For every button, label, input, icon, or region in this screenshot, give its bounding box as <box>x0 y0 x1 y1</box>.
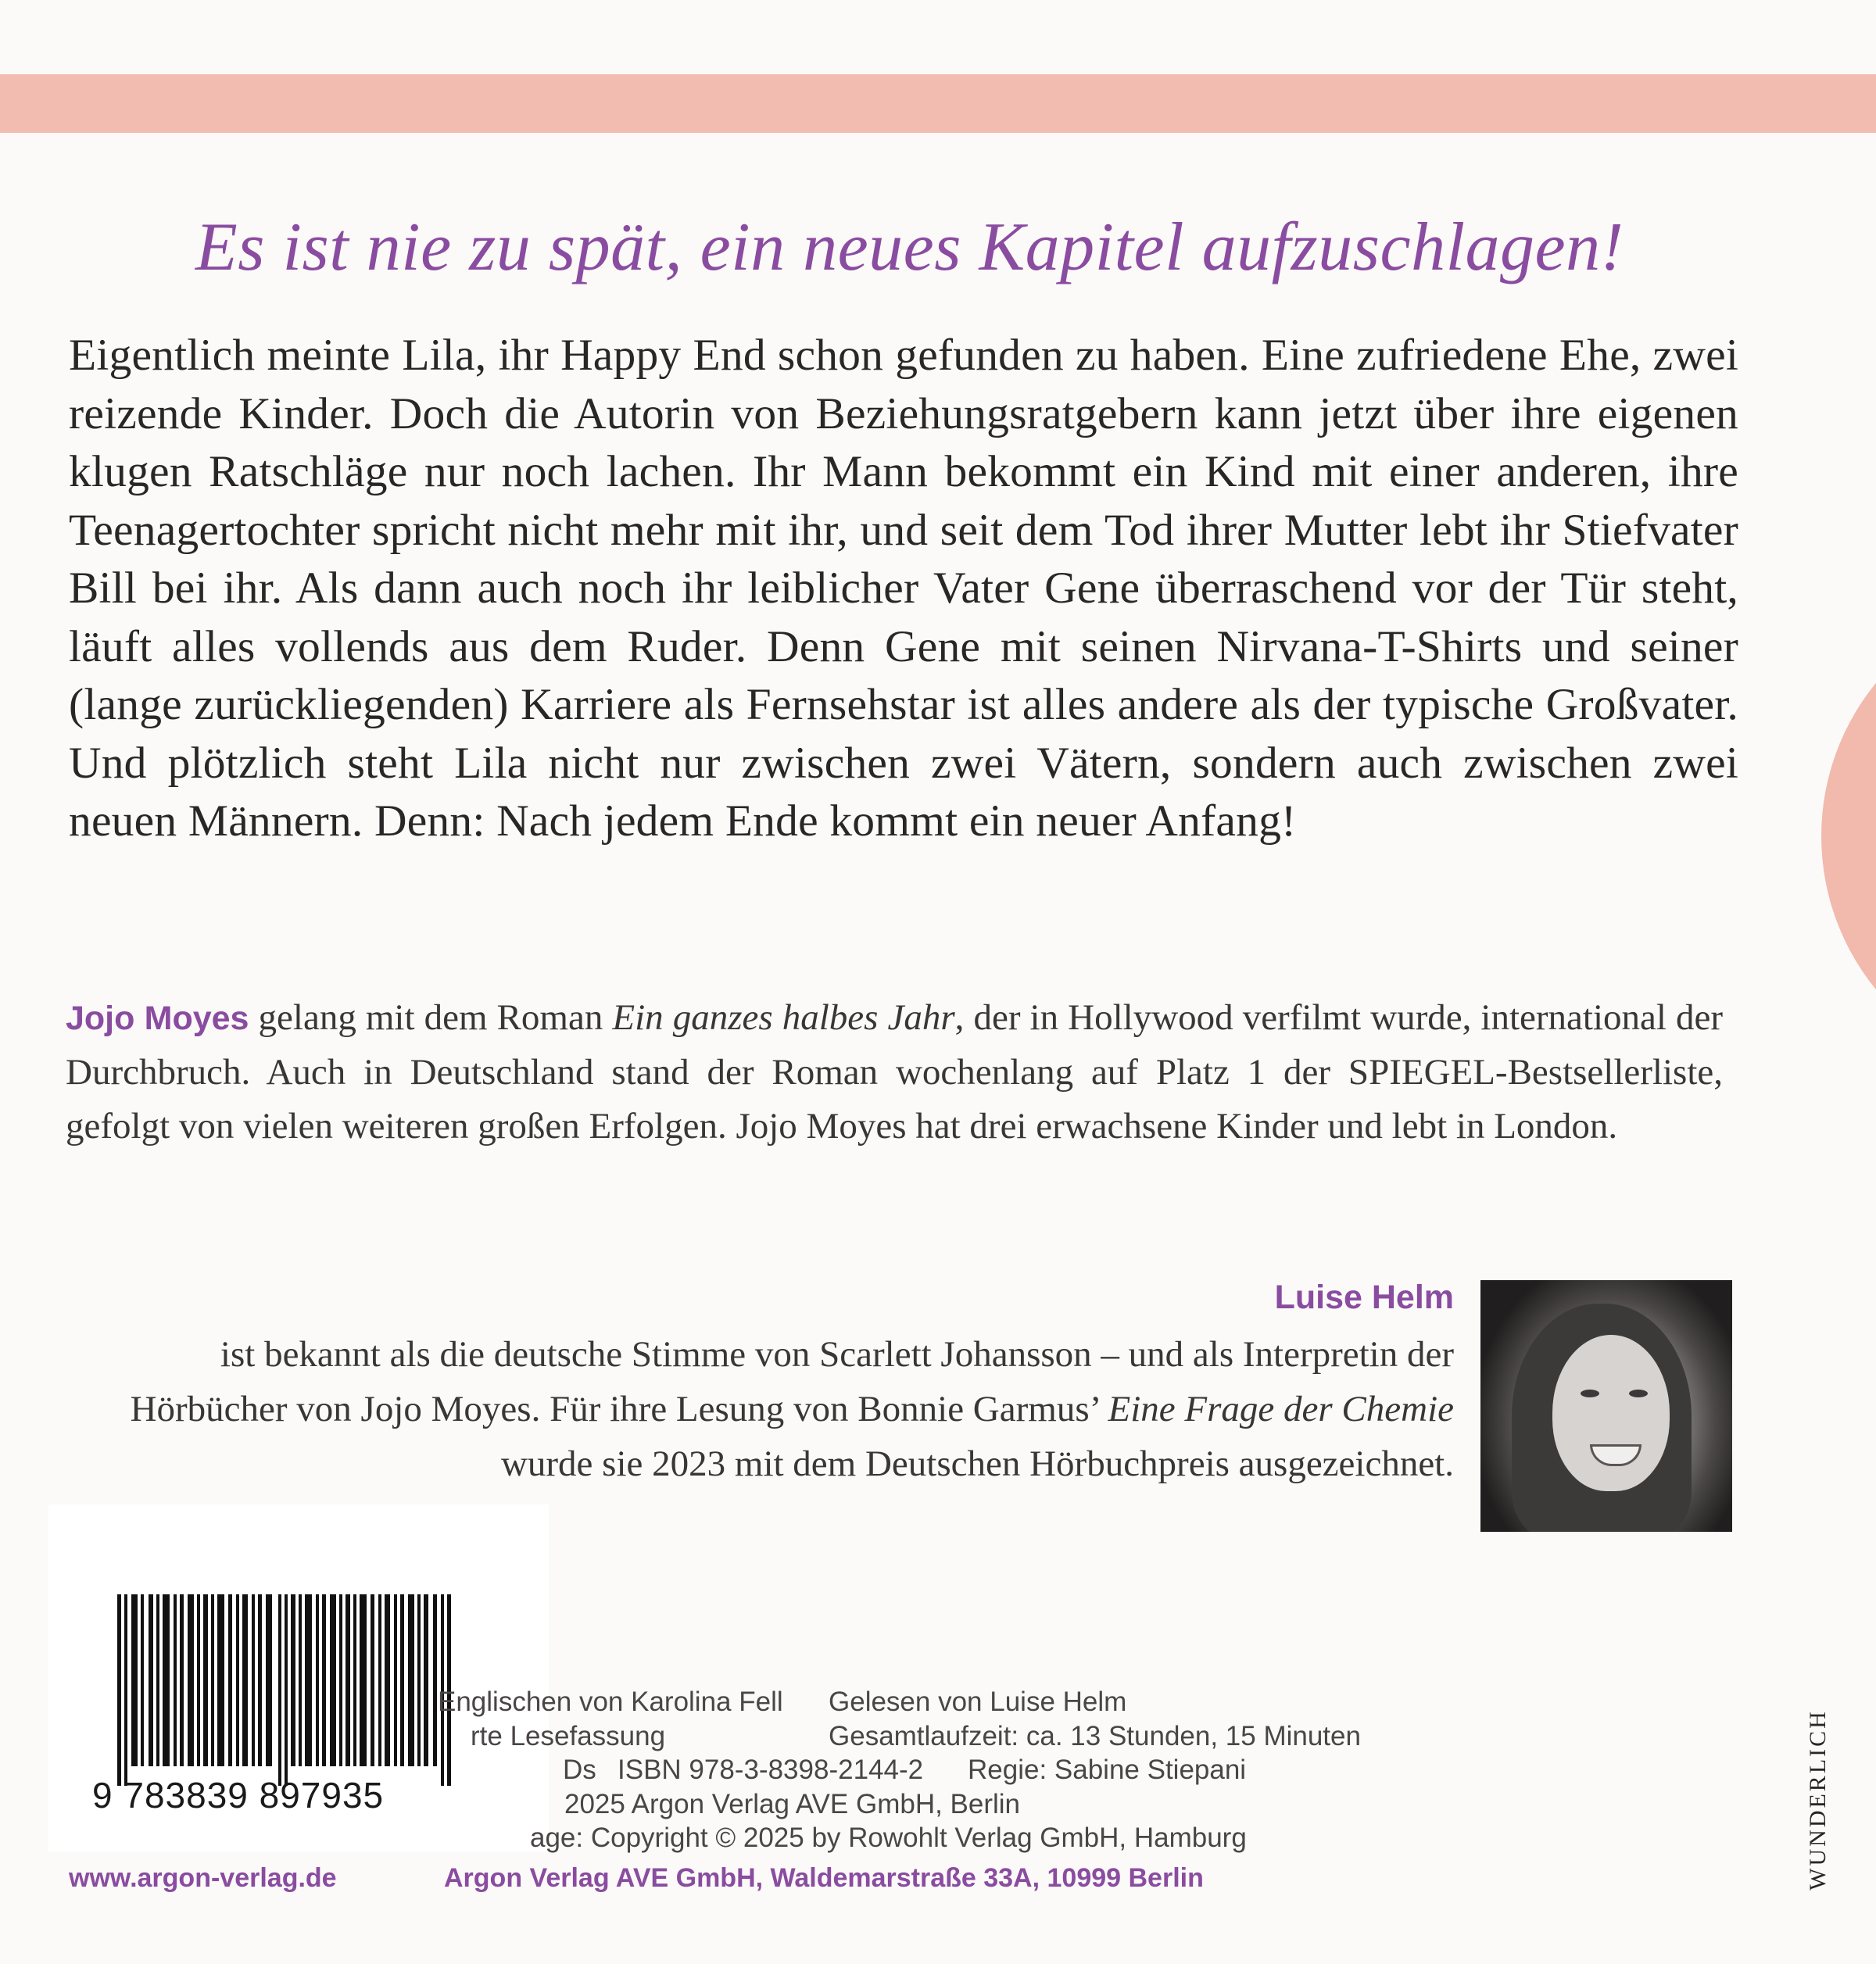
credit-translation: Englischen von Karolina Fell <box>438 1687 783 1717</box>
credits-line <box>438 1753 1454 1787</box>
narrated-book-title: Eine Frage der Chemie <box>1108 1389 1454 1429</box>
novel-title: Ein ganzes halbes Jahr <box>612 997 955 1038</box>
barcode-digits: 9 783839 897935 <box>92 1775 385 1816</box>
publisher-website-link[interactable]: www.argon-verlag.de <box>69 1863 337 1893</box>
credit-text-copyright: age: Copyright © 2025 by Rowohlt Verlag GmbH, Hamburg <box>530 1823 1247 1853</box>
narrator-portrait-photo <box>1480 1280 1732 1532</box>
narrator-bio-text-before: ist bekannt als die deutsche Stimme von Scarlett Johansson – und als Interpretin der Hörbücher von Jojo Moyes. Für ihre Lesung von Bonnie Garmus’ <box>130 1334 1454 1429</box>
credit-narrator: Gelesen von Luise Helm <box>829 1687 1127 1717</box>
portrait-eye-left <box>1581 1390 1599 1397</box>
imprint-label: WUNDERLICH <box>1805 1709 1831 1891</box>
book-blurb: Eigentlich meinte Lila, ihr Happy End schon gefunden zu haben. Eine zufriedene Ehe, zwei reizende Kinder. Doch die Autorin von Beziehungsratgebern kann jetzt über ihre eigenen klugen Ratschläge nur noch lachen. Ihr Mann bekommt ein Kind mit einer anderen, ihre Teenagertochter spricht nicht mehr mit ihr, und seit dem Tod ihrer Mutter lebt ihr Stiefvater Bill bei ihr. Als dann auch noch ihr leiblicher Vater Gene überraschend vor der Tür steht, läuft alles vollends aus dem Ruder. Denn Gene mit seinen Nirvana-T-Shirts und seiner (lange zurückliegenden) Karriere als Fernsehstar ist alles andere als der typische Großvater. Und plötzlich steht Lila nicht nur zwischen zwei Vätern, sondern auch zwischen zwei neuen Männern. Denn: Nach jedem Ende kommt ein neuer Anfang! <box>69 331 1738 846</box>
author-name: Jojo Moyes <box>66 1000 249 1037</box>
narrator-bio <box>86 1327 1454 1491</box>
portrait-face <box>1552 1335 1670 1491</box>
credit-director: Regie: Sabine Stiepani <box>968 1755 1247 1785</box>
narrator-name: Luise Helm <box>1274 1279 1454 1316</box>
credit-isbn: ISBN 978-3-8398-2144-2 <box>618 1755 924 1785</box>
credit-format: Ds <box>563 1755 596 1785</box>
author-bio-text-after: , der in Hollywood verfilmt wurde, international der Durchbruch. Auch in Deutschland stand der Roman wochenlang auf Platz 1 der SPIEGEL-Bestsellerliste, gefolgt von vielen weiteren großen Erfolgen. Jojo Moyes hat drei erwachsene Kinder und lebt in London. <box>66 997 1724 1147</box>
author-bio-text-before: gelang mit dem Roman <box>249 997 613 1038</box>
isbn-barcode <box>117 1594 453 1786</box>
credit-publisher-copyright: 2025 Argon Verlag AVE GmbH, Berlin <box>564 1788 1021 1819</box>
narrator-bio-text-after: wurde sie 2023 mit dem Deutschen Hörbuchpreis ausgezeichnet. <box>500 1443 1454 1484</box>
credit-runtime: Gesamtlaufzeit: ca. 13 Stunden, 15 Minuten <box>829 1720 1361 1751</box>
publisher-address: Argon Verlag AVE GmbH, Waldemarstraße 33A, 10999 Berlin <box>444 1863 1204 1893</box>
portrait-eye-right <box>1629 1390 1648 1397</box>
tagline-headline: Es ist nie zu spät, ein neues Kapitel aufzuschlagen! <box>195 209 1624 285</box>
production-credits <box>438 1685 1454 1855</box>
credit-edition: rte Lesefassung <box>471 1720 666 1751</box>
credits-line <box>438 1719 1454 1754</box>
imprint-logo <box>1795 1701 1842 1904</box>
decorative-circle <box>1821 594 1876 1079</box>
top-color-band <box>0 74 1876 133</box>
credits-line <box>438 1685 1454 1719</box>
author-bio <box>66 991 1723 1154</box>
